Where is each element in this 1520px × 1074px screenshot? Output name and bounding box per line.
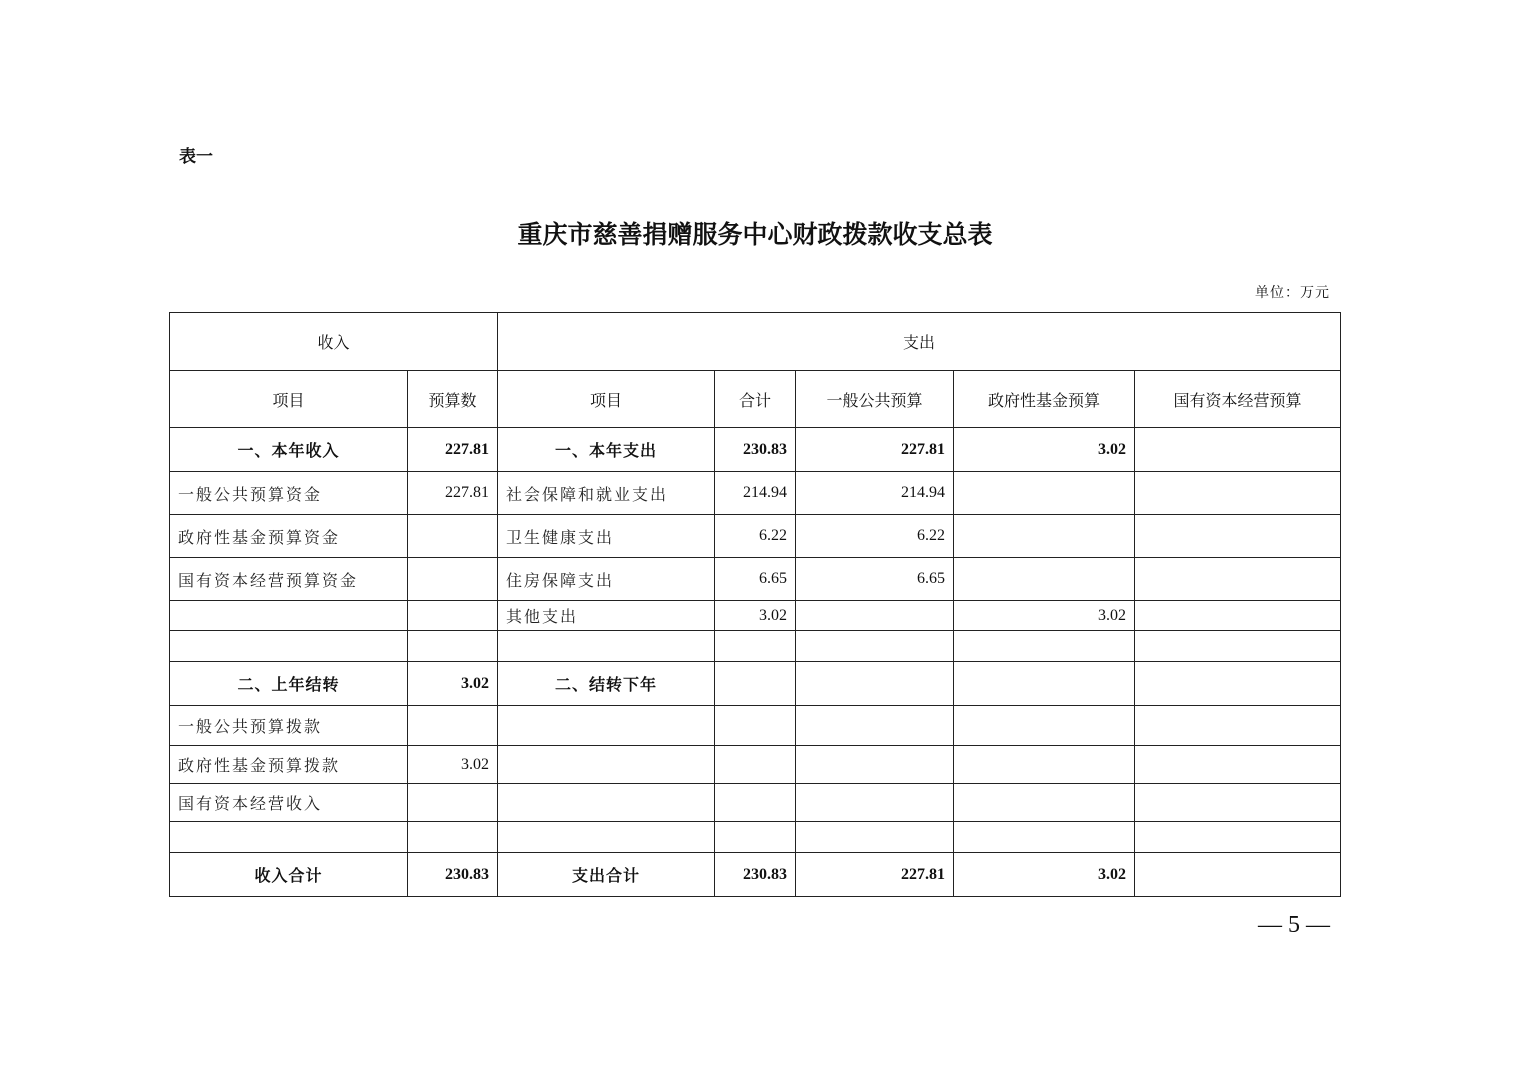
cell-general [796,662,954,706]
section-row [170,428,1341,472]
table-row [170,822,1341,853]
cell-expense-item: 一、本年支出 [498,428,715,472]
cell-general: 227.81 [796,853,954,897]
cell-expense-item: 支出合计 [498,853,715,897]
cell-total [715,631,796,662]
cell-expense-item: 社会保障和就业支出 [498,472,715,515]
cell-total [715,784,796,822]
cell-general [796,706,954,746]
header-row-columns [170,371,1341,428]
cell-capital [1135,784,1341,822]
col-header-budget: 预算数 [408,371,498,428]
cell-income-value: 230.83 [408,853,498,897]
cell-income-value: 227.81 [408,472,498,515]
cell-expense-item: 其他支出 [498,601,715,631]
col-header-fund: 政府性基金预算 [954,371,1135,428]
header-row-group [170,313,1341,371]
cell-general [796,746,954,784]
table-row [170,558,1341,601]
table-row [170,631,1341,662]
table-row [170,601,1341,631]
col-header-capital: 国有资本经营预算 [1135,371,1341,428]
col-header-general: 一般公共预算 [796,371,954,428]
table-label: 表一 [179,147,213,167]
cell-total: 230.83 [715,853,796,897]
page-number: — 5 — [1258,912,1330,938]
cell-income-item: 二、上年结转 [170,662,408,706]
cell-income-item [170,822,408,853]
cell-total [715,706,796,746]
col-header-expense-item: 项目 [498,371,715,428]
cell-income-item: 一般公共预算资金 [170,472,408,515]
cell-fund: 3.02 [954,601,1135,631]
cell-capital [1135,746,1341,784]
table-row [170,706,1341,746]
cell-total: 3.02 [715,601,796,631]
cell-income-item: 政府性基金预算资金 [170,515,408,558]
cell-general: 214.94 [796,472,954,515]
expense-header: 支出 [498,313,1341,371]
cell-income-item: 国有资本经营预算资金 [170,558,408,601]
cell-total: 6.65 [715,558,796,601]
cell-income-value [408,822,498,853]
cell-income-value: 3.02 [408,662,498,706]
cell-total [715,662,796,706]
cell-general: 6.65 [796,558,954,601]
cell-income-item: 国有资本经营收入 [170,784,408,822]
cell-capital [1135,558,1341,601]
cell-general [796,631,954,662]
cell-income-value [408,558,498,601]
cell-general [796,601,954,631]
cell-fund [954,631,1135,662]
cell-expense-item: 住房保障支出 [498,558,715,601]
col-header-total: 合计 [715,371,796,428]
unit-label: 单位：万元 [1255,285,1330,301]
cell-total [715,822,796,853]
cell-income-value [408,515,498,558]
cell-general: 227.81 [796,428,954,472]
section-row [170,662,1341,706]
table-row [170,746,1341,784]
cell-capital [1135,631,1341,662]
cell-fund: 3.02 [954,853,1135,897]
table-row [170,472,1341,515]
total-row [170,853,1341,897]
cell-expense-item [498,631,715,662]
cell-fund [954,784,1135,822]
cell-expense-item [498,746,715,784]
cell-fund [954,746,1135,784]
cell-income-item: 政府性基金预算拨款 [170,746,408,784]
cell-total: 230.83 [715,428,796,472]
cell-fund [954,515,1135,558]
cell-income-value [408,706,498,746]
cell-general [796,784,954,822]
cell-general [796,822,954,853]
cell-fund [954,558,1135,601]
cell-fund [954,822,1135,853]
cell-total: 214.94 [715,472,796,515]
document-title: 重庆市慈善捐赠服务中心财政拨款收支总表 [517,220,993,249]
cell-expense-item: 卫生健康支出 [498,515,715,558]
cell-income-value: 227.81 [408,428,498,472]
table-row [170,515,1341,558]
cell-capital [1135,472,1341,515]
cell-capital [1135,853,1341,897]
income-header: 收入 [170,313,498,371]
cell-income-item: 一、本年收入 [170,428,408,472]
cell-capital [1135,428,1341,472]
cell-capital [1135,822,1341,853]
col-header-item: 项目 [170,371,408,428]
cell-expense-item [498,822,715,853]
cell-expense-item: 二、结转下年 [498,662,715,706]
cell-income-value [408,631,498,662]
cell-total [715,746,796,784]
cell-capital [1135,515,1341,558]
cell-fund [954,662,1135,706]
cell-capital [1135,601,1341,631]
cell-income-item: 一般公共预算拨款 [170,706,408,746]
cell-expense-item [498,706,715,746]
cell-capital [1135,706,1341,746]
cell-income-item: 收入合计 [170,853,408,897]
cell-expense-item [498,784,715,822]
cell-fund [954,706,1135,746]
cell-income-item [170,601,408,631]
table-row [170,784,1341,822]
finance-summary-table [169,312,1341,897]
cell-income-value [408,601,498,631]
cell-fund [954,472,1135,515]
cell-income-value: 3.02 [408,746,498,784]
cell-capital [1135,662,1341,706]
cell-fund: 3.02 [954,428,1135,472]
cell-income-item [170,631,408,662]
cell-general: 6.22 [796,515,954,558]
cell-income-value [408,784,498,822]
cell-total: 6.22 [715,515,796,558]
